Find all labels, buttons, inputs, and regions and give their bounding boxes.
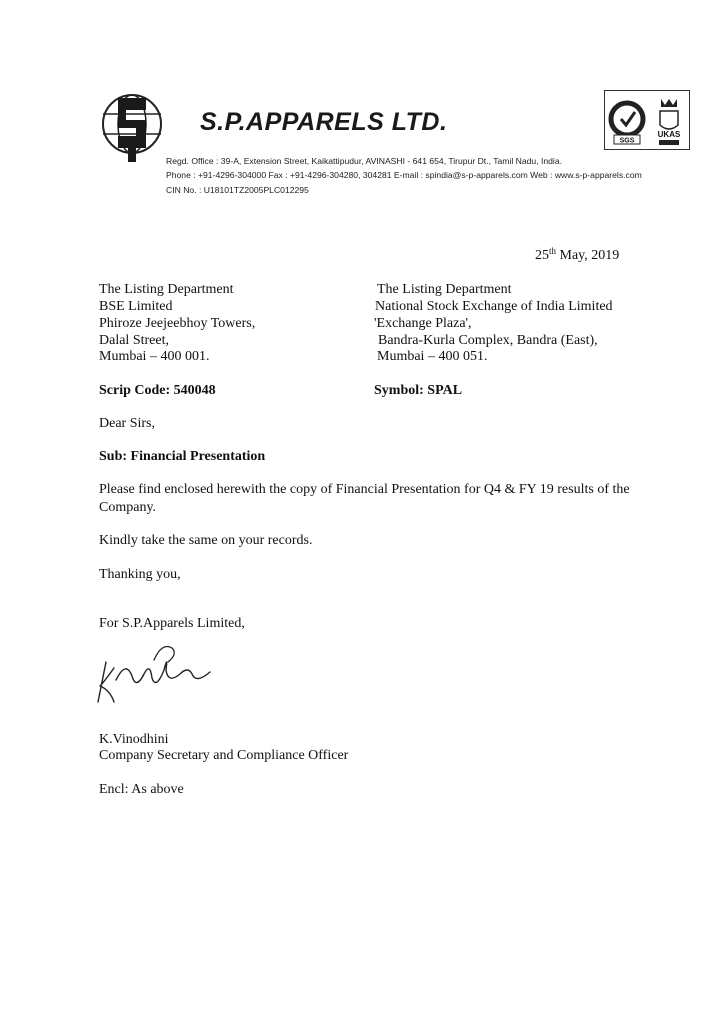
scrip-code: Scrip Code: 540048 — [99, 383, 216, 398]
recipient-bse-line: Dalal Street, — [99, 333, 169, 348]
signatory-title: Company Secretary and Compliance Officer — [99, 748, 349, 763]
date-rest: May, 2019 — [556, 248, 620, 263]
body-paragraph-records: Kindly take the same on your records. — [99, 533, 313, 548]
ukas-mark: UKAS — [657, 130, 681, 139]
recipient-bse-line: Mumbai – 400 001. — [99, 349, 210, 364]
for-company: For S.P.Apparels Limited, — [99, 616, 245, 631]
recipient-nse-line: 'Exchange Plaza', — [374, 316, 472, 331]
closing-thanks: Thanking you, — [99, 567, 181, 582]
company-name: S.P.APPARELS LTD. — [200, 108, 448, 136]
recipient-nse-line: The Listing Department — [377, 282, 512, 297]
recipient-bse-line: The Listing Department — [99, 282, 234, 297]
contact-details: Phone : +91-4296-304000 Fax : +91-4296-304280, 304281 E-mail : spindia@s-p-apparels.com Web : www.s-p-apparels.com — [166, 170, 642, 180]
salutation: Dear Sirs, — [99, 416, 155, 431]
nse-symbol: Symbol: SPAL — [374, 383, 463, 398]
cin-number: CIN No. : U18101TZ2005PLC012295 — [166, 185, 309, 195]
recipient-bse-line: BSE Limited — [99, 299, 173, 314]
certification-marks — [604, 90, 690, 150]
company-logo — [98, 90, 168, 166]
recipient-nse-line: National Stock Exchange of India Limited — [375, 299, 613, 314]
recipient-nse-line: Mumbai – 400 051. — [377, 349, 488, 364]
letter-date — [535, 247, 619, 264]
handwritten-signature — [92, 640, 222, 710]
body-paragraph: Please find enclosed herewith the copy of Financial Presentation for Q4 & FY 19 results of the Company. — [99, 482, 630, 515]
registered-office-address: Regd. Office : 39-A, Extension Street, Kaikattipudur, AVINASHI - 641 654, Tirupur Dt., Tamil Nadu, India. — [166, 156, 562, 166]
signatory-name: K.Vinodhini — [99, 732, 169, 747]
date-suffix: th — [549, 246, 557, 256]
sgs-mark: SGS — [619, 137, 635, 145]
recipient-bse-line: Phiroze Jeejeebhoy Towers, — [99, 316, 256, 331]
enclosure-note: Encl: As above — [99, 782, 184, 797]
subject-line: Sub: Financial Presentation — [99, 449, 266, 464]
date-day: 25 — [535, 248, 549, 263]
recipient-nse-line: Bandra-Kurla Complex, Bandra (East), — [378, 333, 598, 348]
